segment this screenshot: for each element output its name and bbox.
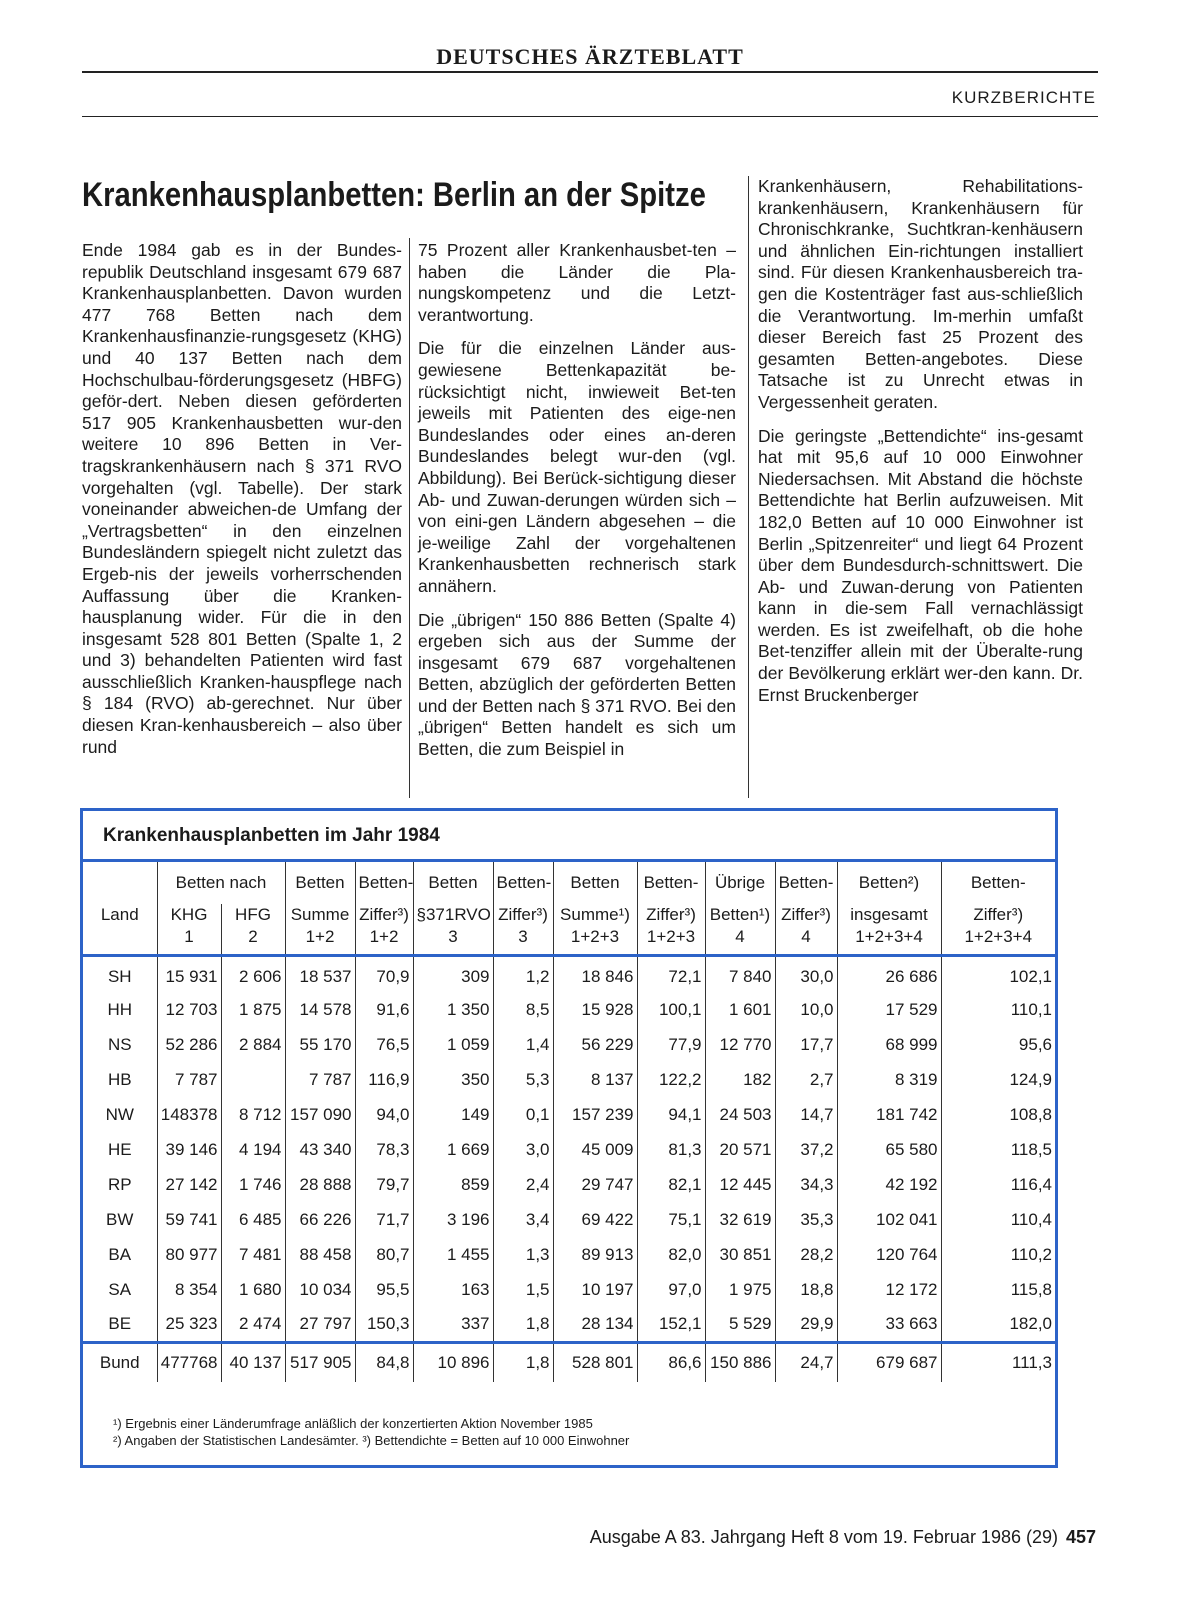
value-cell: 517 905 — [285, 1342, 355, 1382]
value-cell: 79,7 — [355, 1167, 413, 1202]
value-cell: 72,1 — [637, 957, 705, 992]
header-cell: Betten- — [355, 862, 413, 904]
value-cell: 69 422 — [553, 1202, 637, 1237]
column-divider — [409, 238, 410, 798]
table-row — [83, 957, 1055, 992]
table-title: Krankenhausplanbetten im Jahr 1984 — [103, 825, 440, 846]
value-cell: 28,2 — [775, 1237, 837, 1272]
value-cell: 68 999 — [837, 1027, 941, 1062]
header-cell: Betten- — [941, 862, 1055, 904]
value-cell: 75,1 — [637, 1202, 705, 1237]
value-cell: 2 474 — [221, 1307, 285, 1342]
value-cell: 181 742 — [837, 1097, 941, 1132]
land-cell: SA — [108, 1279, 132, 1299]
value-cell: 1 669 — [413, 1132, 493, 1167]
header-cell: Betten²) — [837, 862, 941, 904]
value-cell: 102 041 — [837, 1202, 941, 1237]
value-cell: 100,1 — [637, 992, 705, 1027]
header-cell: Land — [100, 905, 139, 924]
table-row — [83, 1272, 1055, 1307]
value-cell: 42 192 — [837, 1167, 941, 1202]
value-cell: 110,1 — [941, 992, 1055, 1027]
value-cell: 10 034 — [285, 1272, 355, 1307]
paragraph: Die „übrigen“ 150 886 Betten (Spalte 4) ergeben sich aus der Summe der insgesamt 679 687 vorgehaltenen Betten, abzüglich der geförderten Betten und der Betten nach § 371 RVO. Bei den „übrigen“ Betten handelt es sich um Betten, die zum Beispiel in — [418, 609, 736, 760]
value-cell: 12 703 — [157, 992, 221, 1027]
value-cell: 1 746 — [221, 1167, 285, 1202]
value-cell: 56 229 — [553, 1027, 637, 1062]
value-cell: 110,4 — [941, 1202, 1055, 1237]
value-cell: 78,3 — [355, 1132, 413, 1167]
table-row — [83, 1237, 1055, 1272]
value-cell: 163 — [413, 1272, 493, 1307]
table-row — [83, 992, 1055, 1027]
header-cell: Ziffer³) — [775, 904, 837, 926]
value-cell: 18 846 — [553, 957, 637, 992]
value-cell: 70,9 — [355, 957, 413, 992]
value-cell: 8 137 — [553, 1062, 637, 1097]
column-divider — [748, 176, 749, 798]
table-row — [83, 1097, 1055, 1132]
value-cell: 80,7 — [355, 1237, 413, 1272]
header-row-2 — [83, 904, 1055, 926]
value-cell: 89 913 — [553, 1237, 637, 1272]
value-cell: 12 172 — [837, 1272, 941, 1307]
header-cell: 4 — [705, 926, 775, 954]
value-cell: 150 886 — [705, 1342, 775, 1382]
value-cell: 10 896 — [413, 1342, 493, 1382]
value-cell — [221, 1062, 285, 1097]
value-cell: 1 975 — [705, 1272, 775, 1307]
value-cell: 86,6 — [637, 1342, 705, 1382]
header-cell: 1+2 — [285, 926, 355, 954]
value-cell: 3 196 — [413, 1202, 493, 1237]
value-cell: 32 619 — [705, 1202, 775, 1237]
header-cell: insgesamt — [837, 904, 941, 926]
value-cell: 80 977 — [157, 1237, 221, 1272]
value-cell: 337 — [413, 1307, 493, 1342]
value-cell: 7 481 — [221, 1237, 285, 1272]
value-cell: 111,3 — [941, 1342, 1055, 1382]
value-cell: 115,8 — [941, 1272, 1055, 1307]
value-cell: 182 — [705, 1062, 775, 1097]
land-cell: NS — [107, 1034, 132, 1054]
article-column-1 — [82, 240, 402, 758]
value-cell: 43 340 — [285, 1132, 355, 1167]
value-cell: 84,8 — [355, 1342, 413, 1382]
table-row — [83, 1027, 1055, 1062]
value-cell: 28 888 — [285, 1167, 355, 1202]
value-cell: 8 319 — [837, 1062, 941, 1097]
value-cell: 120 764 — [837, 1237, 941, 1272]
land-cell: BW — [106, 1209, 134, 1229]
value-cell: 76,5 — [355, 1027, 413, 1062]
value-cell: 34,3 — [775, 1167, 837, 1202]
header-cell: HFG — [221, 904, 285, 926]
header-cell: Betten¹) — [705, 904, 775, 926]
header-row-1 — [83, 862, 1055, 904]
table-body — [83, 957, 1055, 1382]
header-cell: Summe¹) — [553, 904, 637, 926]
paragraph: Krankenhäusern, Rehabilitations-krankenhäusern, Krankenhäusern für Chronischkranke, Suchtkran-kenhäusern und ähnlichen Ein-richtungen installiert sind. Für diesen Krankenhausbereich tra-gen die Kostenträger fast aus-schließlich die Verantwortung. Im-merhin umfaßt dieser Bereich fast 25 Prozent des gesamten Betten-angebotes. Diese Tatsache ist zu Unrecht etwas in Vergessenheit geraten. — [758, 176, 1083, 412]
value-cell: 1,8 — [493, 1342, 553, 1382]
table-row — [83, 1202, 1055, 1237]
value-cell: 1 875 — [221, 992, 285, 1027]
header-cell: Übrige — [705, 862, 775, 904]
value-cell: 15 928 — [553, 992, 637, 1027]
value-cell: 8 712 — [221, 1097, 285, 1132]
value-cell: 1 680 — [221, 1272, 285, 1307]
value-cell: 10,0 — [775, 992, 837, 1027]
value-cell: 1 455 — [413, 1237, 493, 1272]
value-cell: 528 801 — [553, 1342, 637, 1382]
value-cell: 1 059 — [413, 1027, 493, 1062]
table-row — [83, 1167, 1055, 1202]
value-cell: 29,9 — [775, 1307, 837, 1342]
paragraph: Ende 1984 gab es in der Bundes-republik Deutschland insgesamt 679 687 Krankenhausplanbetten. Davon wurden 477 768 Betten nach dem Krankenhausfinanzie-rungsgesetz (KHG) und 40 137 Betten nach dem Hochschulbau-förderungsgesetz (HBFG) geför-dert. Neben diesen geförderten 517 905 Krankenhausbetten wur-den weitere 10 896 Betten in Ver-tragskrankenhäusern nach § 371 RVO vorgehalten (vgl. Tabelle). Der stark voneinander abweichen-de Umfang der „Vertragsbetten“ in den einzelnen Bundesländern spiegelt nicht zuletzt das Ergeb-nis der jeweils vorherrschenden Auffassung über die Kranken-hausplanung wider. Für die in den insgesamt 528 801 Betten (Spalte 1, 2 und 3) behandelten Patienten wird fast ausschließlich Kranken-hauspflege nach § 184 (RVO) ab-gerechnet. Nur über diesen Kran-kenhausbereich – also über rund — [82, 240, 402, 757]
value-cell: 71,7 — [355, 1202, 413, 1237]
value-cell: 95,6 — [941, 1027, 1055, 1062]
header-cell: 4 — [775, 926, 837, 954]
header-cell: Betten — [413, 862, 493, 904]
section-label: KURZBERICHTE — [951, 88, 1096, 107]
header-cell: Ziffer³) — [941, 904, 1055, 926]
value-cell: 7 840 — [705, 957, 775, 992]
value-cell: 122,2 — [637, 1062, 705, 1097]
value-cell: 59 741 — [157, 1202, 221, 1237]
land-cell: BE — [108, 1313, 132, 1333]
value-cell: 45 009 — [553, 1132, 637, 1167]
value-cell: 30,0 — [775, 957, 837, 992]
value-cell: 52 286 — [157, 1027, 221, 1062]
value-cell: 55 170 — [285, 1027, 355, 1062]
section-rule — [82, 116, 1098, 117]
masthead-rule — [82, 71, 1098, 73]
paragraph: 75 Prozent aller Krankenhausbet-ten – haben die Länder die Pla-nungskompetenz und die Letzt-verantwortung. — [418, 240, 736, 325]
value-cell: 28 134 — [553, 1307, 637, 1342]
statistics-table-box — [80, 808, 1058, 1468]
beds-table — [83, 862, 1055, 1382]
land-cell: HE — [107, 1139, 132, 1159]
value-cell: 1 350 — [413, 992, 493, 1027]
header-cell: 1 — [157, 926, 221, 954]
land-cell: HH — [107, 999, 133, 1019]
value-cell: 5,3 — [493, 1062, 553, 1097]
value-cell: 3,0 — [493, 1132, 553, 1167]
value-cell: 30 851 — [705, 1237, 775, 1272]
value-cell: 65 580 — [837, 1132, 941, 1167]
value-cell: 102,1 — [941, 957, 1055, 992]
value-cell: 15 931 — [157, 957, 221, 992]
value-cell: 40 137 — [221, 1342, 285, 1382]
value-cell: 1 601 — [705, 992, 775, 1027]
value-cell: 97,0 — [637, 1272, 705, 1307]
page-number: 457 — [1065, 1527, 1096, 1547]
land-cell: SH — [107, 966, 132, 986]
header-cell: 1+2+3 — [637, 926, 705, 954]
table-row — [83, 1062, 1055, 1097]
value-cell: 4 194 — [221, 1132, 285, 1167]
land-cell: HB — [107, 1069, 132, 1089]
value-cell: 10 197 — [553, 1272, 637, 1307]
article-column-3 — [758, 176, 1083, 706]
issue-footer: Ausgabe A 83. Jahrgang Heft 8 vom 19. Februar 1986 (29) — [589, 1527, 1058, 1547]
header-cell: §371RVO — [413, 904, 493, 926]
table-footnotes — [113, 1415, 629, 1449]
header-cell: Summe — [285, 904, 355, 926]
value-cell: 7 787 — [157, 1062, 221, 1097]
value-cell: 17,7 — [775, 1027, 837, 1062]
value-cell: 350 — [413, 1062, 493, 1097]
header-cell: Ziffer³) — [355, 904, 413, 926]
header-cell: Betten — [285, 862, 355, 904]
value-cell: 3,4 — [493, 1202, 553, 1237]
header-cell — [83, 862, 157, 904]
land-cell: NW — [105, 1104, 134, 1124]
value-cell: 81,3 — [637, 1132, 705, 1167]
header-cell: 2 — [221, 926, 285, 954]
value-cell: 35,3 — [775, 1202, 837, 1237]
value-cell: 14 578 — [285, 992, 355, 1027]
value-cell: 7 787 — [285, 1062, 355, 1097]
value-cell: 82,1 — [637, 1167, 705, 1202]
value-cell: 94,0 — [355, 1097, 413, 1132]
value-cell: 91,6 — [355, 992, 413, 1027]
value-cell: 152,1 — [637, 1307, 705, 1342]
value-cell: 1,5 — [493, 1272, 553, 1307]
value-cell: 477768 — [157, 1342, 221, 1382]
value-cell: 26 686 — [837, 957, 941, 992]
land-cell: BA — [108, 1244, 132, 1264]
paragraph: Die für die einzelnen Länder aus-gewiesene Bettenkapazität be-rücksichtigt nicht, inwieweit Bet-ten jeweils mit Patienten des eige-nen Bundeslandes oder eines an-deren Bundeslandes belegt wur-den (vgl. Abbildung). Bei Berück-sichtigung dieser Ab- und Zuwan-derungen würden sich – von eini-gen Ländern abgesehen – die je-weilige Zahl der vorgehaltenen Krankenhausbetten rechnerisch stark annähern. — [418, 338, 736, 596]
header-cell: 3 — [413, 926, 493, 954]
value-cell: 5 529 — [705, 1307, 775, 1342]
value-cell: 157 090 — [285, 1097, 355, 1132]
table-row — [83, 1132, 1055, 1167]
value-cell: 37,2 — [775, 1132, 837, 1167]
value-cell: 2,4 — [493, 1167, 553, 1202]
header-cell: 1+2+3+4 — [941, 926, 1055, 954]
value-cell: 24,7 — [775, 1342, 837, 1382]
value-cell: 25 323 — [157, 1307, 221, 1342]
table-total-row — [83, 1342, 1055, 1382]
value-cell: 17 529 — [837, 992, 941, 1027]
header-cell: Betten nach — [157, 862, 285, 904]
header-cell: Betten — [553, 862, 637, 904]
header-cell — [83, 926, 157, 954]
value-cell: 859 — [413, 1167, 493, 1202]
value-cell: 39 146 — [157, 1132, 221, 1167]
value-cell: 118,5 — [941, 1132, 1055, 1167]
value-cell: 1,8 — [493, 1307, 553, 1342]
value-cell: 1,2 — [493, 957, 553, 992]
header-cell: 1+2+3+4 — [837, 926, 941, 954]
value-cell: 1,4 — [493, 1027, 553, 1062]
footnote: ²) Angaben der Statistischen Landesämter. ³) Bettendichte = Betten auf 10 000 Einwohner — [113, 1433, 630, 1448]
value-cell: 149 — [413, 1097, 493, 1132]
value-cell: 110,2 — [941, 1237, 1055, 1272]
table-row — [83, 1307, 1055, 1342]
footnote: ¹) Ergebnis einer Länderumfrage anläßlich der konzertierten Aktion November 1985 — [113, 1416, 593, 1431]
value-cell: 679 687 — [837, 1342, 941, 1382]
value-cell: 12 445 — [705, 1167, 775, 1202]
land-cell: Bund — [83, 1342, 157, 1382]
value-cell: 66 226 — [285, 1202, 355, 1237]
masthead: DEUTSCHES ÄRZTEBLATT — [436, 44, 744, 69]
value-cell: 77,9 — [637, 1027, 705, 1062]
value-cell: 94,1 — [637, 1097, 705, 1132]
value-cell: 14,7 — [775, 1097, 837, 1132]
paragraph: Die geringste „Bettendichte“ ins-gesamt hat mit 95,6 auf 10 000 Einwohner Niedersachsen. Mit Abstand die höchste Bettendichte hat Berlin aufzuweisen. Mit 182,0 Betten auf 10 000 Einwohner ist Berlin „Spitzenreiter“ und liegt 64 Prozent über dem Bundesdurch-schnittswert. Die Ab- und Zuwan-derung von Patienten kann in die-sem Fall vernachlässigt werden. Es ist zweifelhaft, ob die hohe Bet-tenziffer allein mit der Überalte-rung der Bevölkerung erklärt wer-den kann. Dr. Ernst Bruckenberger — [758, 425, 1083, 705]
value-cell: 95,5 — [355, 1272, 413, 1307]
value-cell: 150,3 — [355, 1307, 413, 1342]
value-cell: 309 — [413, 957, 493, 992]
value-cell: 88 458 — [285, 1237, 355, 1272]
value-cell: 18,8 — [775, 1272, 837, 1307]
article-column-2 — [418, 240, 736, 761]
header-cell: Betten- — [637, 862, 705, 904]
value-cell: 157 239 — [553, 1097, 637, 1132]
value-cell: 0,1 — [493, 1097, 553, 1132]
value-cell: 148378 — [157, 1097, 221, 1132]
value-cell: 6 485 — [221, 1202, 285, 1237]
value-cell: 108,8 — [941, 1097, 1055, 1132]
value-cell: 116,4 — [941, 1167, 1055, 1202]
value-cell: 18 537 — [285, 957, 355, 992]
header-cell: 1+2+3 — [553, 926, 637, 954]
value-cell: 124,9 — [941, 1062, 1055, 1097]
article-headline: Krankenhausplanbetten: Berlin an der Spitze — [82, 176, 706, 214]
land-cell: RP — [107, 1174, 132, 1194]
header-cell: Ziffer³) — [637, 904, 705, 926]
value-cell: 2,7 — [775, 1062, 837, 1097]
value-cell: 33 663 — [837, 1307, 941, 1342]
value-cell: 2 606 — [221, 957, 285, 992]
value-cell: 20 571 — [705, 1132, 775, 1167]
header-row-3 — [83, 926, 1055, 954]
value-cell: 1,3 — [493, 1237, 553, 1272]
value-cell: 8,5 — [493, 992, 553, 1027]
value-cell: 29 747 — [553, 1167, 637, 1202]
header-cell: KHG — [157, 904, 221, 926]
value-cell: 27 142 — [157, 1167, 221, 1202]
value-cell: 2 884 — [221, 1027, 285, 1062]
value-cell: 116,9 — [355, 1062, 413, 1097]
header-cell: 3 — [493, 926, 553, 954]
value-cell: 82,0 — [637, 1237, 705, 1272]
header-cell: 1+2 — [355, 926, 413, 954]
header-cell: Betten- — [775, 862, 837, 904]
value-cell: 12 770 — [705, 1027, 775, 1062]
value-cell: 8 354 — [157, 1272, 221, 1307]
value-cell: 182,0 — [941, 1307, 1055, 1342]
header-cell: Ziffer³) — [493, 904, 553, 926]
value-cell: 27 797 — [285, 1307, 355, 1342]
value-cell: 24 503 — [705, 1097, 775, 1132]
header-cell: Betten- — [493, 862, 553, 904]
